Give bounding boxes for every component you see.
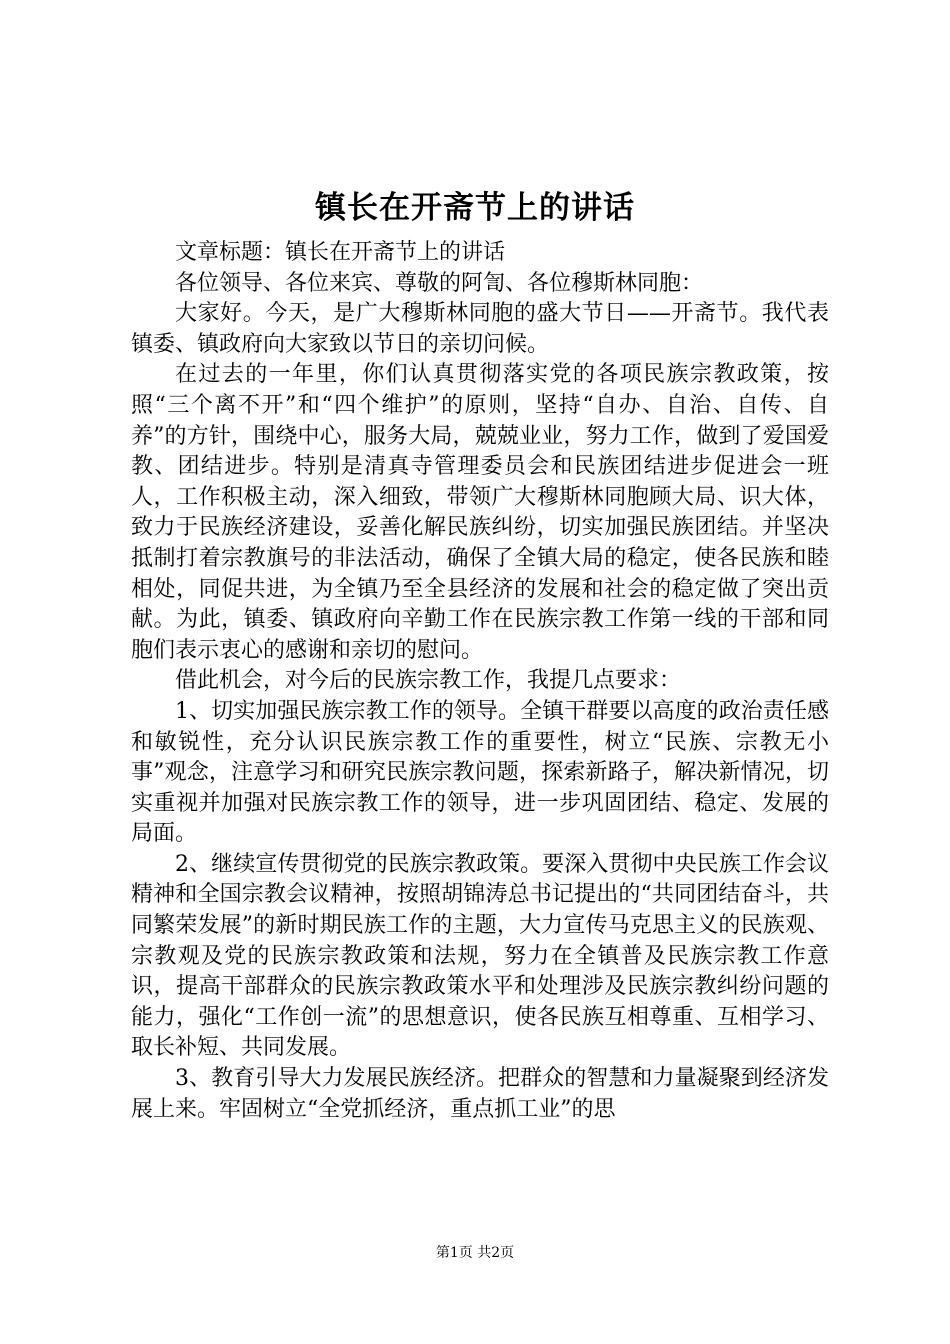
requirement-2-paragraph: 2、继续宣传贯彻党的民族宗教政策。要深入贯彻中央民族工作会议精神和全国宗教会议精神，按照胡锦涛总书记提出的“共同团结奋斗，共同繁荣发展”的新时期民族工作的主题，大力宣传马克思主义的民族观、宗教观及党的民族宗教政策和法规，努力在全镇普及民族宗教工作意识，提高干部群众的民族宗教政策水平和处理涉及民族宗教纠纷问题的能力，强化“工作创一流”的思想意识，使各民族互相尊重、互相学习、取长补短、共同发展。 <box>131 851 829 1061</box>
review-paragraph: 在过去的一年里，你们认真贯彻落实党的各项民族宗教政策，按照“三个离不开”和“四个维护”的原则，坚持“自办、自治、自传、自养”的方针，围绕中心，服务大局，兢兢业业，努力工作，做到了爱国爱教、团结进步。特别是清真寺管理委员会和民族团结进步促进会一班人，工作积极主动，深入细致，带领广大穆斯林同胞顾大局、识大体，致力于民族经济建设，妥善化解民族纠纷，切实加强民族团结。并坚决抵制打着宗教旗号的非法活动，确保了全镇大局的稳定，使各民族和睦相处，同促共进，为全镇乃至全县经济的发展和社会的稳定做了突出贡献。为此，镇委、镇政府向辛勤工作在民族宗教工作第一线的干部和同胞们表示衷心的感谢和亲切的慰问。 <box>131 362 829 663</box>
document-title: 镇长在开斋节上的讲话 <box>315 190 635 226</box>
requirements-intro-paragraph: 借此机会，对今后的民族宗教工作，我提几点要求： <box>175 668 682 694</box>
article-title-line: 文章标题：镇长在开斋节上的讲话 <box>175 240 506 265</box>
page-number-footer: 第1页 共2页 <box>435 1245 515 1261</box>
requirement-1-paragraph: 1、切实加强民族宗教工作的领导。全镇干群要以高度的政治责任感和敏锐性，充分认识民族宗教工作的重要性，树立“民族、宗教无小事”观念，注意学习和研究民族宗教问题，探索新路子，解决新情况，切实重视并加强对民族宗教工作的领导，进一步巩固团结、稳定、发展的局面。 <box>131 698 829 847</box>
document-body <box>131 238 829 1125</box>
requirement-3-paragraph: 3、教育引导大力发展民族经济。把群众的智慧和力量凝聚到经济发展上来。牢固树立“全党抓经济，重点抓工业”的思 <box>131 1066 829 1122</box>
greeting-paragraph: 大家好。今天，是广大穆斯林同胞的盛大节日——开斋节。我代表镇委、镇政府向大家致以节日的亲切问候。 <box>131 301 829 357</box>
salutation-paragraph: 各位领导、各位来宾、尊敬的阿訇、各位穆斯林同胞： <box>175 270 704 296</box>
